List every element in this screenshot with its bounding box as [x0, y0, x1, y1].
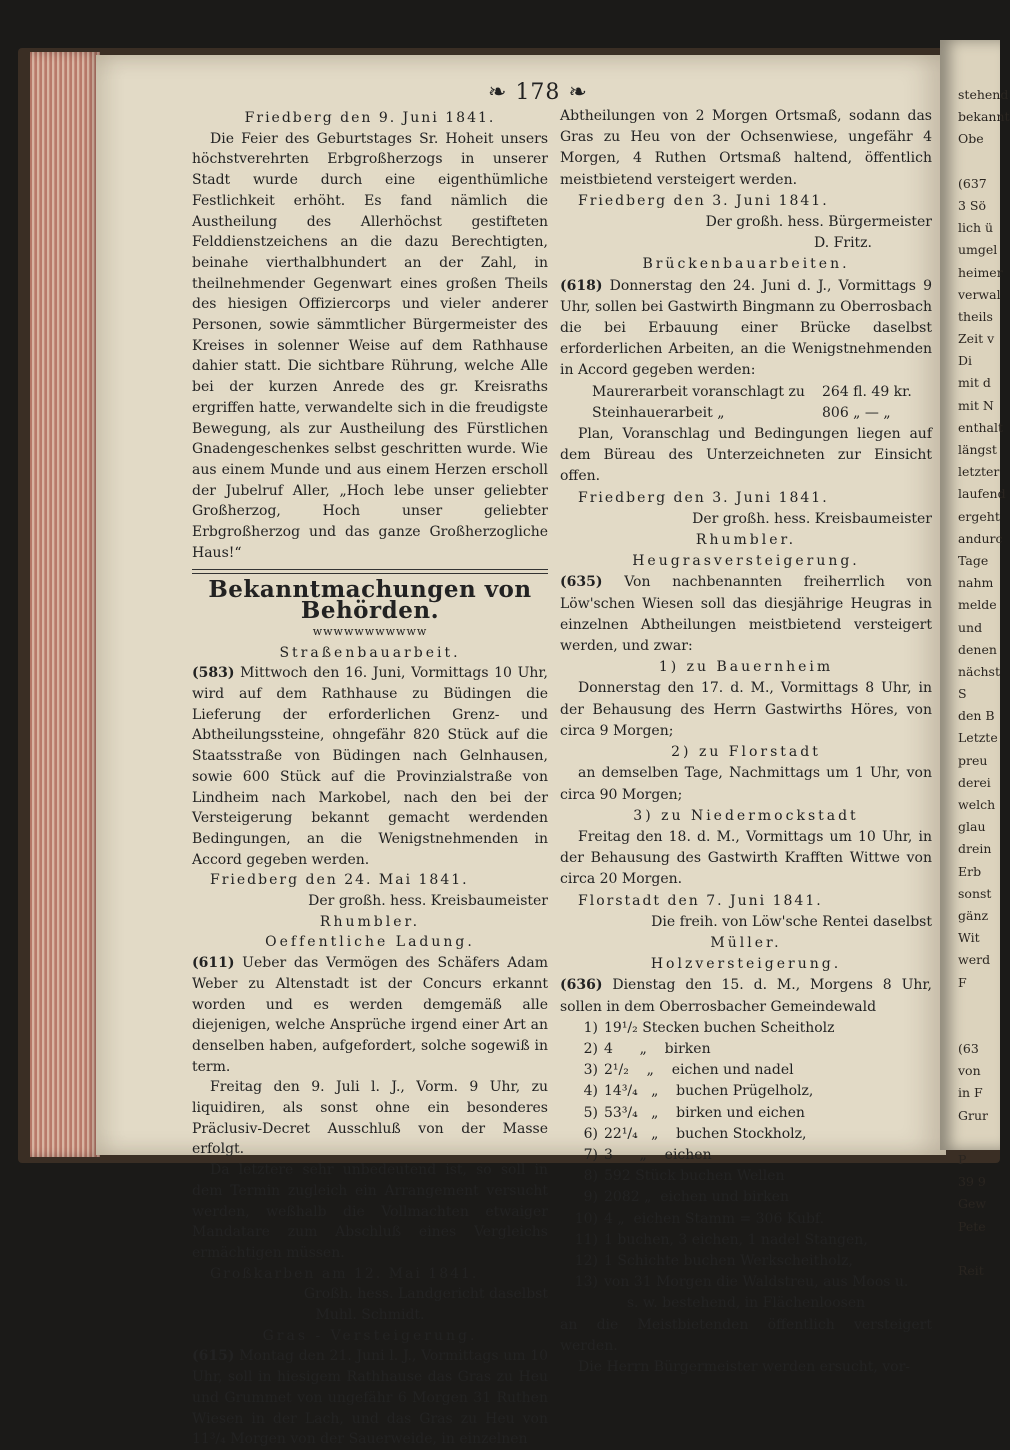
next-page-line: P — [958, 1152, 967, 1167]
notice-618-sign2: Rhumbler. — [695, 532, 797, 549]
notice-636-text — [560, 975, 932, 1017]
notice-583-sign1: Der großh. hess. Kreisbaumeister — [308, 893, 548, 910]
notice-615-continued: Abtheilungen von 2 Morgen Ortsmaß, sodann das Gras zu Heu von der Ochsenwiese, ungefähr 4 Morgen, 4 Ruthen Ortsmaß haltend, öffentlich meistbietend versteigert werden. — [560, 108, 932, 188]
notice-615-sign2: D. Fritz. — [814, 235, 872, 252]
notice-583-text — [192, 663, 548, 870]
wood-item-text: 4 „ birken — [604, 1040, 711, 1057]
notice-583-body: Mittwoch den 16. Juni, Vormittags 10 Uhr, wird auf dem Rathhause zu Büdingen die Lieferung der erforderlichen Grenz- und Abtheilungssteine, ohngefähr 820 Stück auf die Staatsstraße von Büdingen nach Gelnhausen, sowie 600 Stück auf die Provinzialstraße von Lindheim nach Markobel, nach den bei der Versteigerung bekannt gemacht werdenden Bedingungen, an die Wenigstnehmenden in Accord gegeben werden. — [192, 665, 548, 868]
next-page-line: werd — [958, 952, 991, 968]
cost-row — [560, 382, 932, 403]
wood-item-text: 3 „ eichen — [604, 1146, 712, 1163]
notice-583-number: (583) — [192, 665, 235, 682]
next-page-line: gänz — [958, 907, 989, 923]
cost-value: 264 fl. 49 kr. — [822, 383, 912, 400]
divider — [192, 569, 548, 574]
next-page-line: derei — [958, 774, 991, 790]
wood-item-text: 14³/₄ „ buchen Prügelholz, — [604, 1083, 814, 1100]
notice-611-sign2: Muhl. Schmidt. — [315, 1307, 425, 1324]
next-page-line: letzter — [958, 464, 1000, 480]
next-page-line: bekannt — [958, 109, 1010, 125]
notice-636-tail3: Die Herrn Bürgermeister werden ersucht, vor- — [578, 1358, 910, 1375]
notice-635-text — [560, 572, 932, 657]
next-page-line: 3 Sö — [958, 197, 987, 213]
place-2-text: an demselben Tage, Nachmittags um 1 Uhr, von circa 90 Morgen; — [560, 765, 932, 803]
next-page-line: verwal — [958, 286, 1001, 302]
next-page-line: längst — [958, 442, 997, 457]
notice-636-tail1: s. w. bestehend, in Flächenloosen — [626, 1295, 866, 1312]
wood-item-number: 12) — [574, 1252, 598, 1269]
wood-item — [560, 1230, 932, 1251]
next-page-line: stehend — [958, 87, 1009, 102]
wood-item — [560, 1187, 932, 1208]
wood-item — [560, 1039, 932, 1060]
place-1-title: 1) zu Bauernheim — [658, 659, 834, 676]
cost-label: Maurerarbeit voranschlagt zu — [592, 383, 805, 400]
notice-611-number: (611) — [192, 955, 235, 972]
wood-item-number: 3) — [583, 1062, 598, 1079]
wood-item — [560, 1209, 932, 1230]
next-page-line — [958, 1127, 1000, 1149]
next-page-line: mit d — [958, 375, 991, 391]
notice-611-text — [192, 953, 548, 1077]
wood-item-number: 5) — [583, 1104, 598, 1121]
ornament-left: ❧ — [488, 80, 508, 105]
notice-618-text — [560, 276, 932, 382]
notice-635-title: Heugrasversteigerung. — [632, 553, 860, 570]
next-page-line: nächst — [958, 663, 1000, 679]
next-page-line: Wit — [958, 930, 980, 946]
wood-item — [560, 1145, 932, 1166]
place-1-text: Donnerstag den 17. d. M., Vormittags 8 Uhr, in der Behausung des Herrn Gastwirths Höres, von circa 9 Morgen; — [560, 680, 932, 739]
notice-611-sign1: Großh. hess. Landgericht daselbst — [303, 1286, 548, 1303]
wood-item-number: 7) — [583, 1146, 598, 1163]
left-column — [192, 108, 548, 1450]
next-page-line: F — [958, 974, 967, 990]
wood-item-text: 1 buchen, 3 eichen, 1 nadel Stangen, — [604, 1231, 868, 1248]
wood-item-number: 4) — [583, 1083, 598, 1100]
notice-615-body: Montag den 21. Juni l. J., Vormittags um 10 Uhr, soll in hiesigem Rathhause das Gras zu Heu und Grummet von ungefähr 6 Morgen 31 Ruthen Wiesen in der Lach, und das Gras zu Heu von 11³/₄ Morgen von der Sauerweide, in einzelnen — [192, 1348, 549, 1448]
wood-item-text: 592 Stück buchen Wellen — [604, 1168, 785, 1185]
next-page-line: theils — [958, 308, 993, 324]
notice-636-tail2: an die Meistbietenden öffentlich versteigert werden. — [560, 1316, 932, 1354]
wood-item-number: 8) — [583, 1168, 598, 1185]
wood-item-number: 9) — [583, 1189, 598, 1206]
notice-618-title: Brückenbauarbeiten. — [642, 256, 850, 273]
wood-item-number: 13) — [574, 1274, 598, 1291]
cost-label: Steinhauerarbeit „ — [592, 404, 725, 421]
next-page-line: laufend — [958, 486, 1006, 502]
next-page-fragment — [940, 40, 1010, 1278]
next-page-line: Tage — [958, 552, 989, 568]
next-page-line: sonst — [958, 885, 992, 901]
wood-item-text: 22¹/₄ „ buchen Stockholz, — [604, 1125, 807, 1142]
notice-611-date: Großkarben am 12. Mai 1841. — [210, 1265, 479, 1282]
next-page-line: Reit — [958, 1262, 984, 1278]
page-header — [488, 80, 588, 105]
next-page-line: den B — [958, 708, 995, 724]
next-page-line: Pete — [958, 1218, 986, 1234]
wood-item — [560, 1060, 932, 1081]
next-page-line: nahm — [958, 575, 994, 591]
wood-item — [560, 1124, 932, 1145]
notice-615-title: Gras - Versteigerung. — [262, 1327, 478, 1344]
next-page-line: Di — [958, 353, 973, 369]
next-page-line: denen — [958, 641, 997, 657]
place-3-title: 3) zu Niedermockstadt — [633, 807, 859, 824]
wood-item-number: 2) — [583, 1040, 598, 1057]
next-page-line — [958, 151, 1000, 173]
section-title: Bekanntmachungen von Behörden. — [208, 576, 532, 625]
report-dateline: Friedberg den 9. Juni 1841. — [244, 110, 496, 126]
next-page-line: preu — [958, 752, 988, 768]
next-page-line: ergeht — [958, 508, 1000, 524]
section-ornament: ᴡᴡᴡᴡᴡᴡᴡᴡᴡᴡᴡ — [312, 624, 428, 638]
next-page-line: drein — [958, 841, 992, 857]
notice-618-sign1: Der großh. hess. Kreisbaumeister — [692, 510, 932, 527]
notice-618-date: Friedberg den 3. Juni 1841. — [578, 489, 829, 506]
notice-611-body: Ueber das Vermögen des Schäfers Adam Weber zu Altenstadt ist der Concurs erkannt worden und es werden demgemäß alle diejenigen, welche Ansprüche irgend einer Art an denselben haben, aufgefordert, solche sogewiß in term. — [192, 955, 549, 1075]
wood-item-text: 1 Schichte buchen Werkscheitholz, — [604, 1252, 853, 1269]
next-page-line: Gew — [958, 1196, 987, 1212]
notice-635-date: Florstadt den 7. Juni 1841. — [578, 892, 823, 909]
page-edges — [30, 52, 100, 1157]
next-page-line: (63 — [958, 1041, 979, 1057]
notice-611-title: Oeffentliche Ladung. — [265, 934, 475, 951]
notice-618-number: (618) — [560, 277, 603, 294]
next-page-line: Grur — [958, 1107, 988, 1123]
next-page-line: glau — [958, 819, 986, 835]
place-3-text: Freitag den 18. d. M., Vormittags um 10 Uhr, in der Behausung des Gastwirth Krafften Wittwe von circa 20 Morgen. — [560, 828, 932, 888]
notice-611-text2: Freitag den 9. Juli l. J., Vorm. 9 Uhr, zu liquidiren, als sonst ohne ein besonderes Präclusiv-Decret Ausschluß von der Masse erfolgt. — [192, 1079, 548, 1158]
wood-list — [560, 1018, 932, 1294]
next-page-line: und — [958, 619, 983, 635]
notice-618-text2: Plan, Voranschlag und Bedingungen liegen auf dem Büreau des Unterzeichneten zur Einsicht offen. — [560, 426, 932, 485]
wood-item-text: 19¹/₂ Stecken buchen Scheitholz — [604, 1019, 835, 1036]
next-page-line — [958, 1016, 1000, 1038]
wood-item-number: 11) — [574, 1231, 598, 1248]
notice-635-sign2: Müller. — [710, 934, 782, 951]
next-page-line: melde — [958, 597, 997, 613]
wood-item — [560, 1272, 932, 1293]
wood-item-number: 6) — [583, 1125, 598, 1142]
notice-636-number: (636) — [560, 977, 603, 994]
cost-row — [560, 403, 932, 424]
next-page-line: in F — [958, 1085, 983, 1101]
wood-item — [560, 1251, 932, 1272]
wood-item-number: 1) — [583, 1019, 598, 1036]
wood-item-text: 2082 „ eichen und birken — [604, 1189, 789, 1206]
wood-item-text: 4 „ eichen Stamm = 306 Kubf. — [604, 1210, 825, 1227]
notice-611-text3: Da letztere sehr unbedeutend ist, so soll in dem Termin zugleich ein Arrangement versucht werden, weßhalb die Vollmachten etwaiger Mandatare zum Abschluß eines Vergleichs ermächtigen müssen. — [192, 1162, 548, 1261]
next-page-line: 39 9 — [958, 1174, 986, 1190]
wood-item-text: 53³/₄ „ birken und eichen — [604, 1104, 805, 1121]
notice-615-text — [192, 1346, 548, 1450]
next-page-text — [940, 40, 1010, 1282]
next-page-line: (637 — [958, 175, 987, 191]
notice-615-date: Friedberg den 3. Juni 1841. — [578, 192, 829, 209]
wood-item-text: von 31 Morgen die Waldstreu, aus Moos u. — [604, 1274, 909, 1291]
notice-635-sign1: Die freih. von Löw'sche Rentei daselbst — [651, 913, 932, 930]
next-page-line: lich ü — [958, 220, 994, 236]
notice-615-sign1: Der großh. hess. Bürgermeister — [705, 214, 932, 231]
wood-item-number: 10) — [574, 1210, 598, 1227]
next-page-line: heimer — [958, 264, 1003, 280]
notice-636-title: Holzversteigerung. — [650, 956, 842, 973]
next-page-line — [958, 1238, 1000, 1260]
notice-583-title: Straßenbauarbeit. — [279, 644, 461, 661]
next-page-line: welch — [958, 797, 996, 812]
notice-583-date: Friedberg den 24. Mai 1841. — [210, 872, 469, 889]
next-page-line: Erb — [958, 863, 982, 879]
next-page-line: Zeit v — [958, 331, 995, 347]
cost-value: 806 „ — „ — [822, 404, 891, 421]
next-page-line: umgel — [958, 242, 998, 258]
page-number: 178 — [515, 80, 561, 105]
notice-615-number: (615) — [192, 1348, 235, 1365]
notice-635-number: (635) — [560, 574, 603, 591]
next-page-line: mit N — [958, 397, 994, 413]
notice-635-body: Von nachbenannten freiherrlich von Löw'schen Wiesen soll das diesjährige Heugras in einzelnen Abtheilungen meistbietend versteigert werden, und zwar: — [560, 574, 933, 655]
next-page-line: Obe — [958, 131, 984, 147]
right-column — [560, 106, 932, 1378]
notice-618-body: Donnerstag den 24. Juni d. J., Vormittags 9 Uhr, sollen bei Gastwirth Bingmann zu Oberrosbach die bei Erbauung einer Brücke daselbst erforderlichen Arbeiten, an die Wenigstnehmenden in Accord gegeben werden: — [560, 277, 933, 379]
wood-item — [560, 1166, 932, 1187]
wood-item — [560, 1103, 932, 1124]
report-text: Die Feier des Geburtstages Sr. Hoheit unsers höchstverehrten Erbgroßherzogs in unserer Stadt wurde durch eine eigenthümliche Festlichkeit erhöht. Es fand nämlich die Austheilung des Allerhöchst gestifteten Felddienstzeichens an die dazu Berechtigten, beinahe vierthalbhundert an der Zahl, in theilnehmender Gegenwart eines großen Theils des hiesigen Offiziercorps und vieler anderer Personen, sowie sämmtlicher Bürgermeister des Kreises in solenner Weise auf dem Rathhause dahier statt. Die sichtbare Rührung, welche Alle bei der kurzen Anrede des gr. Kreisraths ergriffen hatte, verwandelte sich in die freudigste Bewegung, als zur Austheilung des Fürstlichen Gnadengeschenkes selbst geschritten wurde. Wie aus einem Munde und aus einem Herzen erscholl der Jubelruf Aller, „Hoch lebe unser geliebter Großherzog, Hoch unser geliebter Erbgroßherzog und das ganze Großherzogliche Haus!“ — [192, 130, 548, 561]
next-page-line: S — [958, 686, 967, 702]
ornament-right: ❧ — [568, 80, 588, 105]
notice-583-sign2: Rhumbler. — [319, 913, 421, 930]
next-page-line: von — [958, 1063, 981, 1079]
wood-item — [560, 1018, 932, 1039]
next-page-line: andurc — [958, 530, 1003, 546]
next-page-line: Letzte — [958, 730, 998, 746]
next-page-line — [958, 994, 1000, 1016]
wood-item-text: 2¹/₂ „ eichen und nadel — [604, 1062, 794, 1079]
place-2-title: 2) zu Florstadt — [671, 744, 821, 761]
notice-636-body: Dienstag den 15. d. M., Morgens 8 Uhr, sollen in dem Oberrosbacher Gemeindewald — [560, 977, 932, 1015]
next-page-line: enthalt — [958, 419, 1003, 435]
wood-item — [560, 1081, 932, 1102]
